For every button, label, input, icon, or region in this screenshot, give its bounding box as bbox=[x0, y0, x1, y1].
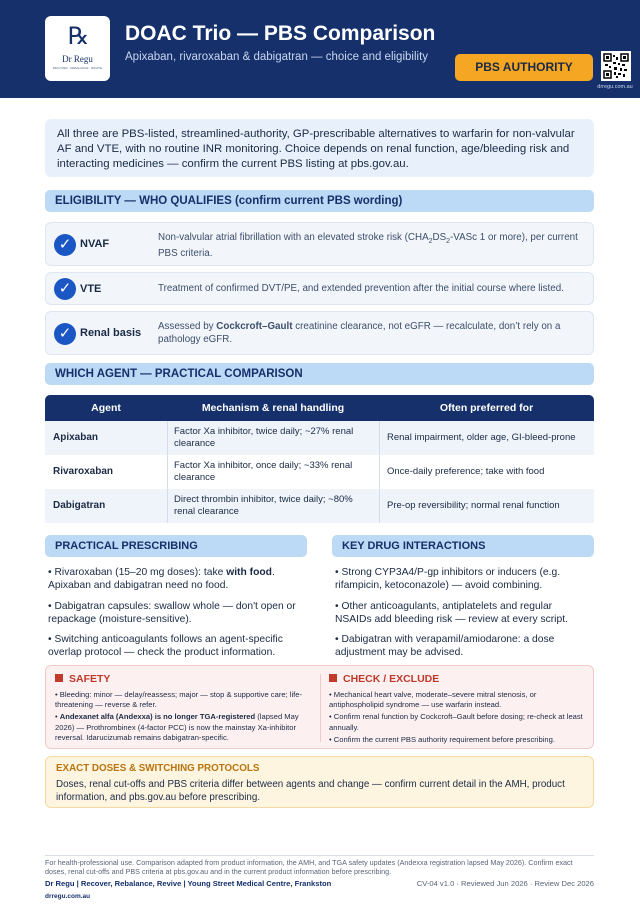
check-icon: ✓ bbox=[54, 278, 76, 300]
check-heading: CHECK / EXCLUDE bbox=[329, 673, 439, 685]
footer-version: CV-04 v1.0 · Reviewed Jun 2026 · Review Dec 2026 bbox=[416, 879, 594, 888]
column-header-preferred: Often preferred for bbox=[439, 402, 534, 414]
red-square-icon bbox=[329, 674, 337, 682]
list-item: • Bleeding: minor — delay/reassess; major — stop & supportive care; life-threatening — reverse & refer. bbox=[55, 690, 303, 710]
list-item: • Switching anticoagulants follows an agent-specific overlap protocol — check the product information. bbox=[48, 634, 283, 659]
eligibility-heading: ELIGIBILITY — WHO QUALIFIES (confirm current PBS wording) bbox=[45, 190, 594, 212]
list-item: • Rivaroxaban (15–20 mg doses): take with food. Apixaban and dabigatran need no food. bbox=[48, 567, 275, 592]
safety-check-panel bbox=[45, 665, 594, 749]
list-item: • Strong CYP3A4/P-gp inhibitors or inducers (e.g. rifampicin, ketoconazole) — avoid combining. bbox=[335, 567, 561, 592]
divider bbox=[320, 674, 321, 742]
logo-name: Dr Regu bbox=[62, 54, 93, 64]
table-row bbox=[45, 489, 594, 523]
agent-name: Rivaroxaban bbox=[53, 466, 114, 477]
agent-mechanism: Factor Xa inhibitor, twice daily; ~27% renal clearance bbox=[167, 421, 375, 455]
list-item: • Confirm renal function by Cockcroft–Gault before dosing; re-check at least annually. bbox=[329, 712, 583, 732]
check-icon: ✓ bbox=[54, 234, 76, 256]
eligibility-row-nvaf bbox=[45, 222, 594, 266]
list-item: • Confirm the current PBS authority requirement before prescribing. bbox=[329, 734, 555, 744]
list-item: • Other anticoagulants, antiplatelets and regular NSAIDs add bleeding risk — review at every script. bbox=[335, 600, 568, 625]
footer-divider bbox=[45, 855, 594, 856]
column-header-mechanism: Mechanism & renal handling bbox=[201, 402, 345, 414]
safety-heading: SAFETY bbox=[55, 673, 110, 685]
page-subtitle: Apixaban, rivaroxaban & dabigatran — choice and eligibility bbox=[125, 51, 429, 63]
table-row bbox=[45, 455, 594, 489]
column-header-agent: Agent bbox=[91, 402, 121, 414]
qr-url[interactable]: drregu.com.au bbox=[597, 84, 633, 90]
eligibility-text-renal: Assessed by Cockcroft–Gault creatinine clearance, not eGFR — recalculate, don’t rely on a pathology eGFR. bbox=[158, 321, 561, 345]
footer-url[interactable]: drregu.com.au bbox=[45, 893, 91, 900]
agent-mechanism: Direct thrombin inhibitor, twice daily; ~80% renal clearance bbox=[167, 489, 375, 523]
interactions-list bbox=[335, 566, 590, 667]
list-item: • Andexanet alfa (Andexxa) is no longer TGA-registered (lapsed May 2026) — Prothrombinex (4-factor PCC) is now the mainstay Xa-inhibitor reversal. Idarucizumab remains dabigatran-specific. bbox=[55, 712, 299, 742]
prescribing-list bbox=[48, 566, 303, 667]
table-row bbox=[45, 421, 594, 455]
agent-preferred: Pre-op reversibility; normal renal function bbox=[379, 489, 594, 523]
eligibility-row-vte bbox=[45, 272, 594, 305]
page-title: DOAC Trio — PBS Comparison bbox=[125, 22, 436, 45]
agent-preferred: Renal impairment, older age, GI-bleed-prone bbox=[379, 421, 594, 455]
logo-mark-icon: ℞ bbox=[67, 24, 88, 50]
list-item: • Dabigatran with verapamil/amiodarone: a dose adjustment may be advised. bbox=[335, 634, 555, 659]
exact-doses-text: Doses, renal cut-offs and PBS criteria differ between agents and change — confirm current detail in the AMH, product information, and pbs.gov.au before prescribing. bbox=[56, 779, 565, 803]
pbs-authority-badge: PBS AUTHORITY bbox=[455, 54, 593, 81]
eligibility-row-renal bbox=[45, 311, 594, 355]
logo bbox=[45, 16, 110, 81]
footer-brand: Dr Regu | Recover, Rebalance, Revive | Young Street Medical Centre, Frankston bbox=[45, 879, 332, 888]
list-item: • Mechanical heart valve, moderate–severe mitral stenosis, or antiphospholipid syndrome — use warfarin instead. bbox=[329, 690, 537, 710]
agent-preferred: Once-daily preference; take with food bbox=[379, 455, 594, 489]
eligibility-text-vte: Treatment of confirmed DVT/PE, and extended prevention after the initial course where listed. bbox=[158, 283, 564, 294]
eligibility-label-nvaf: NVAF bbox=[80, 238, 110, 250]
eligibility-label-renal: Renal basis bbox=[80, 327, 142, 339]
footer-disclaimer: For health-professional use. Comparison adapted from product information, the AMH, and TGA safety updates (Andexxa registration lapsed May 2026). Confirm exact doses, renal cut-offs and PBS criteria at pbs.gov.au and in the current product information before prescribing. bbox=[45, 858, 573, 876]
interactions-heading: KEY DRUG INTERACTIONS bbox=[332, 535, 594, 557]
logo-tagline: RECOVER · REBALANCE · REVIVE bbox=[52, 66, 103, 70]
eligibility-label-vte: VTE bbox=[80, 283, 102, 295]
exact-doses-heading: EXACT DOSES & SWITCHING PROTOCOLS bbox=[56, 763, 260, 774]
check-list bbox=[329, 690, 587, 747]
intro-box: All three are PBS-listed, streamlined-authority, GP-prescribable alternatives to warfarin for non-valvular AF and VTE, with no routine INR monitoring. Choice depends on renal function, age/bleeding risk and interacting medicines — confirm the current PBS listing at pbs.gov.au. bbox=[45, 119, 594, 177]
red-square-icon bbox=[55, 674, 63, 682]
exact-doses-box bbox=[45, 756, 594, 808]
safety-list bbox=[55, 690, 313, 745]
list-item: • Dabigatran capsules: swallow whole — don't open or repackage (moisture-sensitive). bbox=[48, 600, 296, 625]
check-icon: ✓ bbox=[54, 323, 76, 345]
agent-name: Dabigatran bbox=[53, 500, 106, 511]
eligibility-text-nvaf: Non-valvular atrial fibrillation with an elevated stroke risk ($CHA_2DS_2$-VASc 1 or more), per current PBS criteria. bbox=[158, 232, 578, 260]
qr-code-icon[interactable] bbox=[601, 51, 631, 81]
header-banner bbox=[0, 0, 640, 98]
prescribing-heading: PRACTICAL PRESCRIBING bbox=[45, 535, 307, 557]
comparison-table-header bbox=[45, 395, 594, 421]
agent-name: Apixaban bbox=[53, 432, 99, 443]
agent-mechanism: Factor Xa inhibitor, once daily; ~33% renal clearance bbox=[167, 455, 375, 489]
comparison-heading: WHICH AGENT — PRACTICAL COMPARISON bbox=[45, 363, 594, 385]
